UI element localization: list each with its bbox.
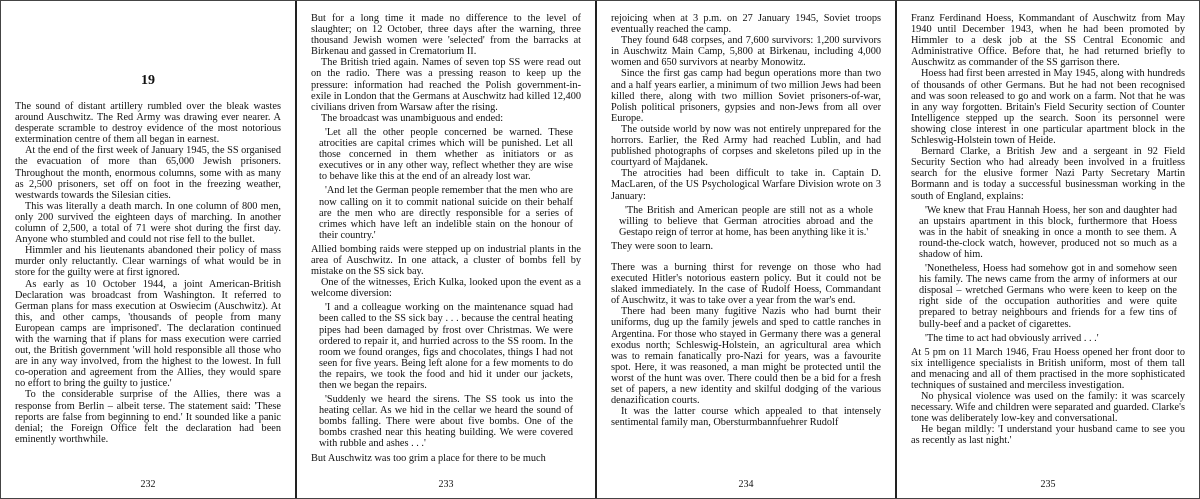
paragraph: Franz Ferdinand Hoess, Kommandant of Auschwitz from May 1940 until December 1943, when he had been promoted by Himmler to a desk job at the SS Central Economic and Administrative Office. Before that, he had returned briefly to Auschwitz as commander of the SS garrison there. — [911, 13, 1185, 69]
block-quote: 'And let the German people remember that the men who are now calling on it to commit national suicide on their behalf are the men who are directly responsible for a series of crimes which have left an indelible stain on the honour of their country.' — [319, 185, 573, 241]
block-quote: 'I and a colleague working on the maintenance squad had been called to the SS sick bay . . . because the central heating pipes had been damaged by frost over Christmas. We were ordered to repair it, and hurried across to the SS room. In the room we found oranges, figs and chocolates, things I had not seen for five years. Being left alone for a few moments to do the repairs, we took the food and hid it under our jackets, then we began the repairs. — [319, 302, 573, 391]
paragraph: They found 648 corpses, and 7,600 survivors: 1,200 survivors in Auschwitz Main Camp, 5,800 at Birkenau, including 4,000 women and 650 survivors at nearby Monowitz. — [611, 35, 881, 69]
block-quote: 'The time to act had obviously arrived . . .' — [925, 332, 1099, 344]
block-quote: 'We knew that Frau Hannah Hoess, her son and daughter had an upstairs apartment in this block, furthermore that Hoess was in the habit of sneaking in once a month to see them. A round-the-clock watch, however, produced not so much as a shadow of him. — [919, 204, 1177, 260]
page-number: 232 — [140, 478, 156, 490]
paragraph: Hoess had first been arrested in May 1945, along with hundreds of thousands of other Germans. But he had not been recognised and was soon released to go and work on a farm. Not that he was in any way forgotten. Britain's Field Security section of Counter Intelligence stepped up the search. Soon its personnel were showing close interest in one particular apartment block in the Schleswig-Holstein town of Heide. — [911, 68, 1185, 147]
paragraph: It was the latter course which appealed to that intensely sentimental family man, Obersturmbannfuehrer Rudolf — [611, 406, 881, 429]
paragraph: The outside world by now was not entirely unprepared for the horrors. Earlier, the Red Army had reached Lublin, and had published photographs of corpses and skeletons piled up in the courtyard of Majdanek. — [611, 123, 881, 169]
paragraph: One of the witnesses, Erich Kulka, looked upon the event as a welcome diversion: — [311, 277, 581, 300]
paragraph: rejoicing when at 3 p.m. on 27 January 1945, Soviet troops eventually reached the camp. — [611, 13, 881, 36]
block-quote: 'Nonetheless, Hoess had somehow got in and somehow seen his family. The news came from the army of informers at our disposal – wretched Germans who were keen to keep on the right side of the occupation authorities and were quite prepared to betray neighbours and friends for a few tins of bully-beef and a packet of cigarettes. — [919, 263, 1177, 330]
paragraph: Bernard Clarke, a British Jew and a sergeant in 92 Field Security Section who had already been involved in a fruitless search for the elusive former Nazi Party Secretary Martin Bormann and is today a successful businessman working in the south of England, explains: — [911, 146, 1185, 202]
page-235 — [897, 1, 1199, 498]
paragraph: Himmler and his lieutenants abandoned their policy of mass murder only reluctantly. Clear warnings of what would be in store for the guilty were at first ignored. — [15, 245, 281, 279]
block-quote: 'Suddenly we heard the sirens. The SS took us into the heating cellar. As we hid in the cellar we heard the sound of bombs falling. There were about five bombs. One of the bombs crashed near this heating building. We were covered with rubble and ashes . . .' — [319, 394, 573, 450]
chapter-number: 19 — [141, 73, 155, 88]
paragraph: The atrocities had been difficult to take in. Captain D. MacLaren, of the US Psychological Warfare Division wrote on 3 January: — [611, 168, 881, 202]
page-232 — [1, 1, 297, 498]
section-break — [611, 252, 881, 262]
paragraph: As early as 10 October 1944, a joint American-British Declaration was broadcast from Washington. It referred to German plans for mass execution at Oswiecim (Auschwitz). At this, and other camps, 'thousands of people from many European camps are imprisoned'. The declaration continued with the warning that if plans for mass execution were carried out, the British government 'will hold responsible all those who are in any way involved, from the highest to the lowest. In full co-operation and agreement from the Allies, they would spare no effort to bring the guilty to justice.' — [15, 278, 281, 390]
paragraph: This was literally a death march. In one column of 800 men, only 200 survived the eighteen days of marching. In another column of 2,500, a total of 71 were shot during the first day. Anyone who stumbled and could not rise fell to the bullet. — [15, 200, 281, 246]
paragraph: At 5 pm on 11 March 1946, Frau Hoess opened her front door to six intelligence specialists in British uniform, most of them tall and menacing and all of them practised in the more sophisticated techniques of sustained and merciless investigation. — [911, 346, 1185, 391]
paragraph: He began mildly: 'I understand your husband came to see you as recently as last night.' — [911, 424, 1185, 447]
paragraph: At the end of the first week of January 1945, the SS organised the evacuation of more than 65,000 Jewish prisoners. Throughout the month, enormous columns, some with as many as 2,500 prisoners, set off on foot in the freezing weather, westwards towards the Silesian cities. — [15, 145, 281, 201]
paragraph: The broadcast was unambiguous and ended: — [321, 112, 504, 124]
paragraph: Since the first gas camp had begun operations more than two and a half years earlier, a minimum of two million Jews had been killed there, along with two million Soviet prisoners-of-war, Polish political prisoners, gypsies and non-Jews from all over Europe. — [611, 68, 881, 124]
page-234 — [597, 1, 897, 498]
block-quote: 'The British and American people are still not as a whole willing to believe that German atrocities abroad and the Gestapo reign of terror at home, has been anything like it is.' — [619, 204, 873, 238]
paragraph: No physical violence was used on the family: it was scarcely necessary. Wife and children were separated and guarded. Clarke's tone was deliberately low-key and conversational. — [911, 391, 1185, 425]
paragraph: The British tried again. Names of seven top SS were read out on the radio. There was a pressing reason to keep up the pressure: information had reached the Polish government-in-exile in London that the Germans at Auschwitz had killed 12,400 civilians driven from Warsaw after the rising. — [311, 57, 581, 113]
paragraph: Allied bombing raids were stepped up on industrial plants in the area of Auschwitz. In one attack, a cluster of bombs fell by mistake on the SS sick bay. — [311, 243, 581, 278]
paragraph: There was a burning thirst for revenge on those who had executed Hitler's notorious eastern policy. But it could not be slaked immediately. In the case of Rudolf Hoess, Commandant of Auschwitz, it was to take over a year from the war's end. — [611, 261, 881, 307]
paragraph: There had been many fugitive Nazis who had burnt their uniforms, dug up the family jewels and sped to cattle ranches in Argentina. For those who stayed in Germany there was a general exodus north; Schleswig-Holstein, an agricultural area which was to remain fanatically pro-Nazi for years, was a favourite spot. Here, it was reasoned, a man might be protected until the worst of the hunt was over. There could then be a bid for a fresh set of papers, a new identity and skilful dodging of the various denazification courts. — [611, 306, 881, 407]
page-233 — [297, 1, 597, 498]
paragraph: The sound of distant artillery rumbled over the bleak wastes around Auschwitz. The Red Army was drawing ever nearer. A desperate scramble to destroy evidence of the most notorious extermination centre of them all began in earnest. — [15, 101, 281, 146]
page-number: 235 — [1040, 478, 1056, 490]
paragraph: But for a long time it made no difference to the level of slaughter; on 12 October, three days after the warning, three thousand Jewish women were 'selected' from the barracks at Birkenau and gassed in Crematorium II. — [311, 13, 581, 58]
page-number: 234 — [738, 478, 754, 490]
paragraph: They were soon to learn. — [611, 240, 714, 252]
paragraph: To the considerable surprise of the Allies, there was a response from Berlin – albeit terse. The statement said: 'These reports are false from beginning to end.' It sounded like a panic denial; the Foreign Office felt the declaration had been eminently worthwhile. — [15, 389, 281, 445]
block-quote: 'Let all the other people concerned be warned. These atrocities are capital crimes which will be punished. Let all those concerned in them whether as initiators or as executives or in any other way, reflect whether they are wise to behave like this at the end of an already lost war. — [319, 126, 573, 183]
paragraph: But Auschwitz was too grim a place for there to be much — [311, 452, 546, 464]
page-number: 233 — [438, 478, 454, 490]
